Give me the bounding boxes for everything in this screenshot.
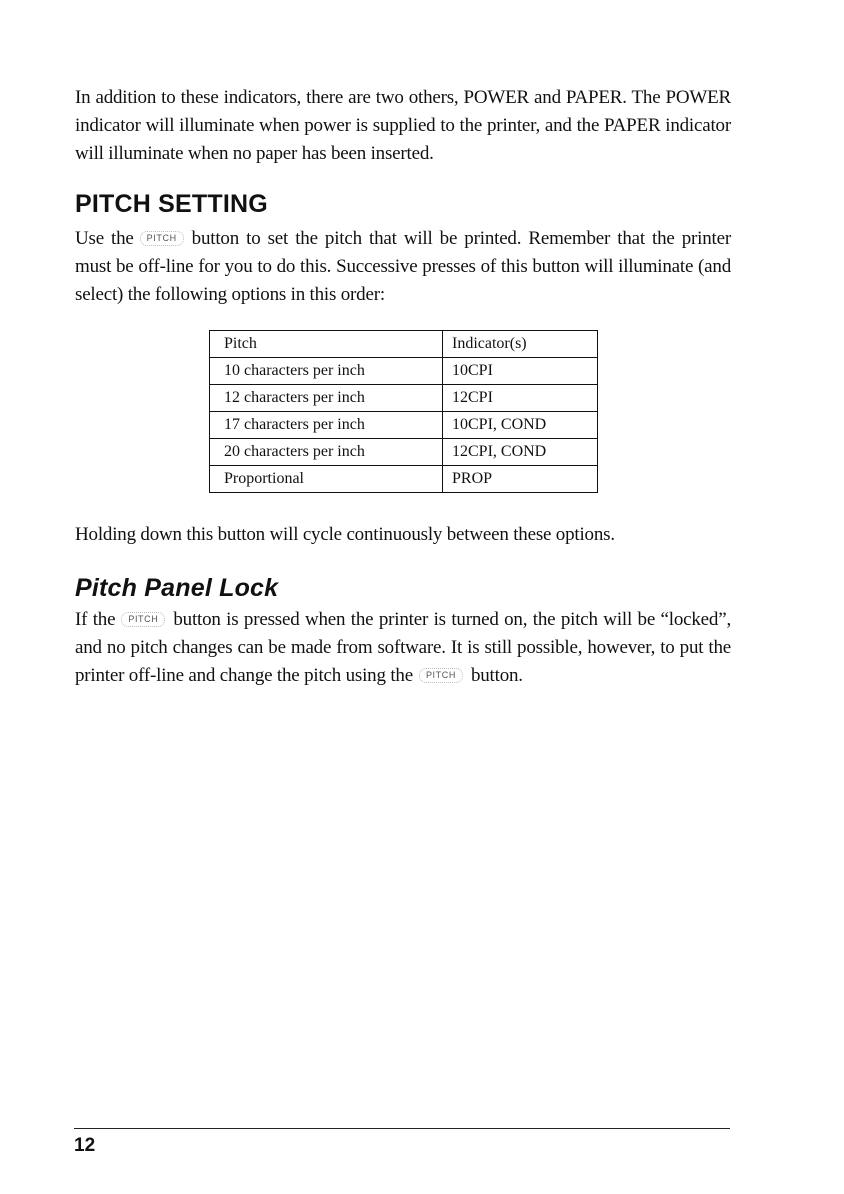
table-cell-indicator: 12CPI, COND	[443, 439, 598, 466]
table-cell-pitch: 10 characters per inch	[210, 358, 443, 385]
panel-lock-text-middle: button is pressed when the printer is turned on, the pitch will be “locked”, and no pitch changes can be made from software. It is still possible, however, to put the printer off-line and change the pitch using the	[75, 609, 731, 686]
pitch-setting-text-before: Use the	[75, 228, 134, 249]
table-header-pitch: Pitch	[210, 331, 443, 358]
table-header-row	[210, 331, 598, 358]
footer-divider	[74, 1128, 730, 1129]
table-row	[210, 466, 598, 493]
panel-lock-text-end: button.	[470, 665, 523, 686]
pitch-key-icon: PITCH	[419, 668, 463, 683]
intro-paragraph: In addition to these indicators, there are two others, POWER and PAPER. The POWER indicator will illuminate when power is supplied to the printer, and the PAPER indicator will illuminate when no paper has been inserted.	[75, 87, 731, 164]
pitch-setting-paragraph	[75, 225, 731, 309]
pitch-options-table	[209, 330, 598, 493]
table-row	[210, 412, 598, 439]
pitch-setting-text-after: button to set the pitch that will be printed. Remember that the printer must be off-line for you to do this. Successive presses of this button will illuminate (and select) the following options in this order:	[75, 228, 731, 305]
table-cell-pitch: 20 characters per inch	[210, 439, 443, 466]
pitch-key-icon: PITCH	[121, 612, 165, 627]
table-row	[210, 358, 598, 385]
pitch-key-icon: PITCH	[140, 231, 184, 246]
panel-lock-paragraph	[75, 606, 731, 690]
table-cell-pitch: Proportional	[210, 466, 443, 493]
table-cell-indicator: 12CPI	[443, 385, 598, 412]
table-header-indicators: Indicator(s)	[443, 331, 598, 358]
pitch-panel-lock-heading: Pitch Panel Lock	[75, 574, 279, 602]
panel-lock-text-before: If the	[75, 609, 116, 630]
table-row	[210, 439, 598, 466]
table-row	[210, 385, 598, 412]
pitch-setting-heading: PITCH SETTING	[75, 190, 268, 218]
table-cell-pitch: 17 characters per inch	[210, 412, 443, 439]
table-cell-pitch: 12 characters per inch	[210, 385, 443, 412]
table-cell-indicator: 10CPI, COND	[443, 412, 598, 439]
table-cell-indicator: 10CPI	[443, 358, 598, 385]
page-number: 12	[74, 1135, 96, 1156]
table-cell-indicator: PROP	[443, 466, 598, 493]
holding-paragraph: Holding down this button will cycle continuously between these options.	[75, 524, 615, 545]
